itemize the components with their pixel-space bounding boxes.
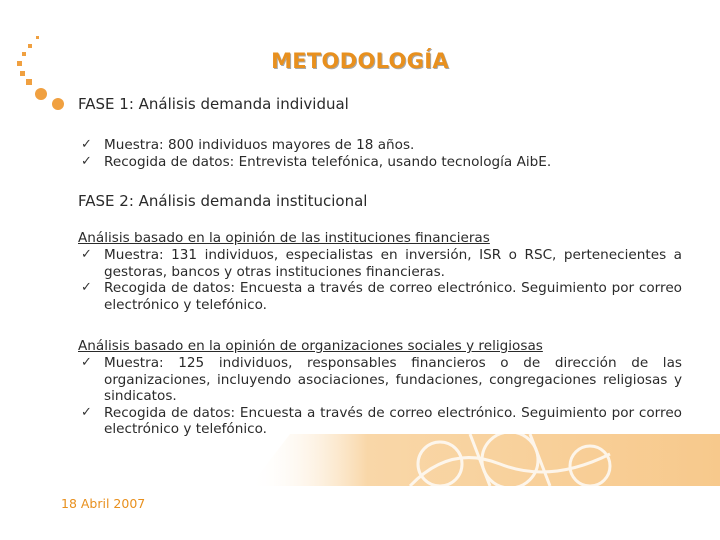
check-icon: ✓ [81, 355, 92, 370]
phase1-heading: FASE 1: Análisis demanda individual [78, 95, 349, 113]
check-icon: ✓ [81, 137, 92, 152]
page-title: METODOLOGÍA [271, 49, 449, 73]
group-list [78, 355, 682, 438]
footer-date: 18 Abril 2007 [61, 496, 146, 511]
check-icon: ✓ [81, 404, 92, 420]
check-icon: ✓ [81, 153, 92, 169]
list-item: ✓ Muestra: 125 individuos, responsables financieros o de dirección de las organizaciones, incluyendo asociaciones, fundaciones, congregaciones religiosas y sindicatos. [81, 355, 682, 404]
group-subtitle: Análisis basado en la opinión de organizaciones sociales y religiosas [78, 338, 543, 354]
group-list [78, 247, 682, 313]
phase2-group-social [78, 338, 682, 438]
list-item: ✓ Recogida de datos: Encuesta a través de correo electrónico. Seguimiento por correo electrónico y telefónico. [81, 280, 682, 313]
phase2-group-financial [78, 230, 682, 313]
group-subtitle: Análisis basado en la opinión de las instituciones financieras [78, 230, 490, 246]
check-icon: ✓ [81, 247, 92, 262]
list-item: ✓ Recogida de datos: Entrevista telefónica, usando tecnología AibE. [81, 153, 552, 170]
list-item: ✓ Muestra: 131 individuos, especialistas en inversión, ISR o RSC, pertenecientes a gestoras, bancos y otras instituciones financieras. [81, 247, 682, 280]
phase2-heading: FASE 2: Análisis demanda institucional [78, 192, 368, 210]
phase1-list [78, 137, 682, 170]
check-icon: ✓ [81, 280, 92, 295]
decorative-banner [250, 434, 720, 486]
list-item: ✓ Muestra: 800 individuos mayores de 18 años. [81, 137, 415, 153]
list-item: ✓ Recogida de datos: Encuesta a través de correo electrónico. Seguimiento por correo electrónico y telefónico. [81, 404, 682, 437]
